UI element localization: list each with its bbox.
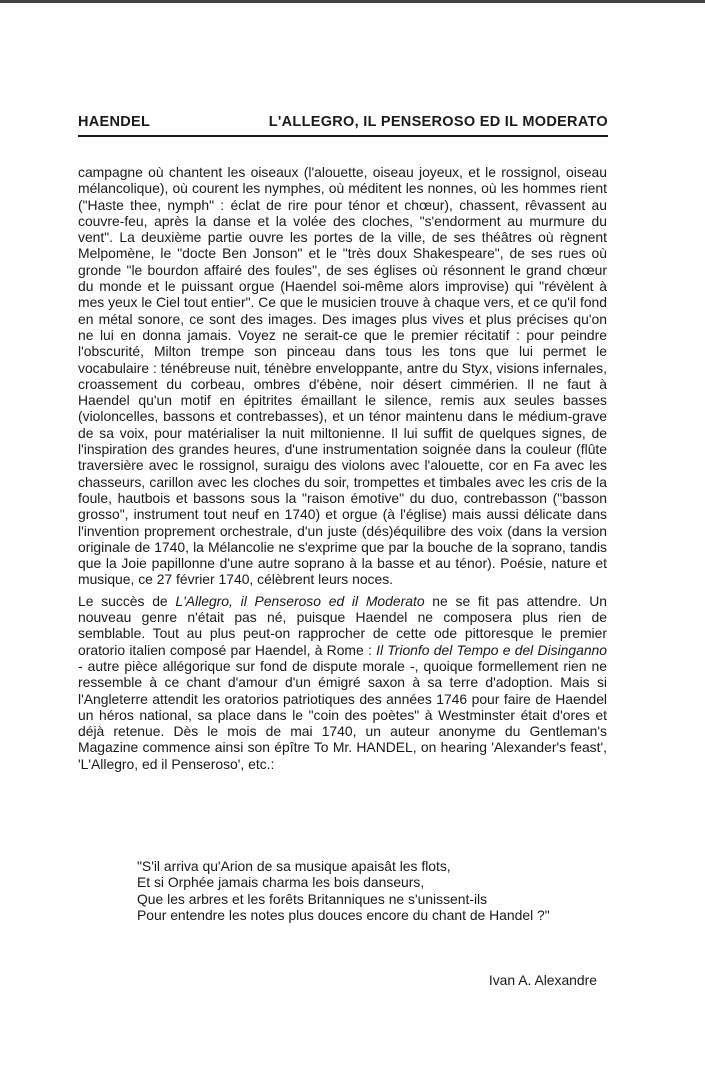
poem-line: Et si Orphée jamais charma les bois danseurs,: [137, 874, 425, 891]
paragraph-2-text-a: Le succès de: [78, 592, 176, 609]
header-composer: HAENDEL: [78, 114, 151, 130]
top-edge-rule: [0, 0, 705, 3]
poem-line: Pour entendre les notes plus douces encore du chant de Handel ?": [137, 906, 550, 923]
paragraph-2-text-b: ne se fit pas attendre. Un nouveau genre n'était pas né, puisque Haendel ne composera plus rien de semblable. Tout au plus peut-on rapprocher de cette ode pittoresque le premier oratorio italien composé par Haendel, à Rome :: [78, 592, 607, 658]
oratorio-title-italic: Il Trionfo del Tempo e del Disinganno: [376, 641, 608, 658]
poem-line: Que les arbres et les forêts Britanniques ne s'unissent-ils: [137, 890, 488, 907]
header-rule: [78, 135, 608, 137]
poem-line: "S'il arriva qu'Arion de sa musique apaisât les flots,: [137, 858, 451, 874]
header-work-title: L'ALLEGRO, IL PENSEROSO ED IL MODERATO: [268, 114, 608, 130]
paragraph-2-text-c: - autre pièce allégorique sur fond de dispute morale -, quoique formellement rien ne ressemble à ce chant d'amour d'un émigré saxon à sa terre d'adoption. Mais si l'Angleterre attendit les oratorios patriotiques des années 1746 pour faire de Haendel un héros national, sa place dans le "coin des poètes" à Westminster était d'ores et déjà retenue. Dès le mois de mai 1740, un auteur anonyme du Gentleman's Magazine commence ainsi son épître To Mr. HANDEL, on hearing 'Alexander's feast', 'L'Allegro, ed il Penseroso', etc.:: [78, 657, 607, 772]
work-title-italic: L'Allegro, il Penseroso ed il Moderato: [175, 592, 425, 609]
article-body: [78, 164, 607, 777]
poem-quote: [137, 858, 607, 923]
paragraph-1: campagne où chantent les oiseaux (l'alouette, oiseau joyeux, et le rossignol, oiseau mélancolique), où courent les nymphes, où méditent les nonnes, où les hommes rient ("Haste thee, nymph" : éclat de rire pour ténor et chœur), chassent, rêvassent au couvre-feu, après la danse et la volée des cloches, "s'endorment au murmure du vent". La deuxième partie ouvre les portes de la ville, de ses théâtres où règnent Melpomène, le "docte Ben Jonson" et le "très doux Shakespeare", de ses rues où gronde "le bourdon affairé des foules", de ses églises où résonnent le grand chœur du monde et le puissant orgue (Haendel soi-même alors improvise) qui "révèlent à mes yeux le Ciel tout entier". Ce que le musicien trouve à chaque vers, et ce qu'il fond en métal sonore, ce sont des images. Des images plus vives et plus précises qu'on ne lui en donna jamais. Voyez ne serait-ce que le premier récitatif : pour peindre l'obscurité, Milton trempe son pinceau dans tous les tons que lui permet le vocabulaire : ténébreuse nuit, ténèbre enveloppante, antre du Styx, visions infernales, croassement du corbeau, ombres d'ébène, noir désert cimmérien. Il ne faut à Haendel qu'un motif en épitrites émaillant le silence, remis aux seules basses (violoncelles, bassons et contrebasses), et un ténor maintenu dans le médium-grave de sa voix, pour matérialiser la nuit miltonienne. Il lui suffit de quelques signes, de l'inspiration des grandes heures, d'une instrumentation soignée dans la couleur (flûte traversière avec le rossignol, suraigu des violons avec l'alouette, cor en Fa avec les chasseurs, carillon avec les cloches du soir, trompettes et timbales avec les cris de la foule, hautbois et bassons sous la "raison émotive" du duo, contrebasson ("basson grosso", instrument tout neuf en 1740) et orgue (à l'église) mais aussi délicate dans l'invention proprement orchestrale, d'un juste (dés)équilibre des voix (dans la version originale de 1740, la Mélancolie ne s'exprime que par la bouche de la soprano, tandis que la Joie papillonne d'une autre soprano à la basse et au ténor). Poésie, nature et musique, ce 27 février 1740, célèbrent leurs noces.: [78, 164, 607, 588]
author-signature: Ivan A. Alexandre: [488, 972, 597, 988]
paragraph-2: [78, 593, 607, 772]
page-header: [78, 114, 608, 130]
